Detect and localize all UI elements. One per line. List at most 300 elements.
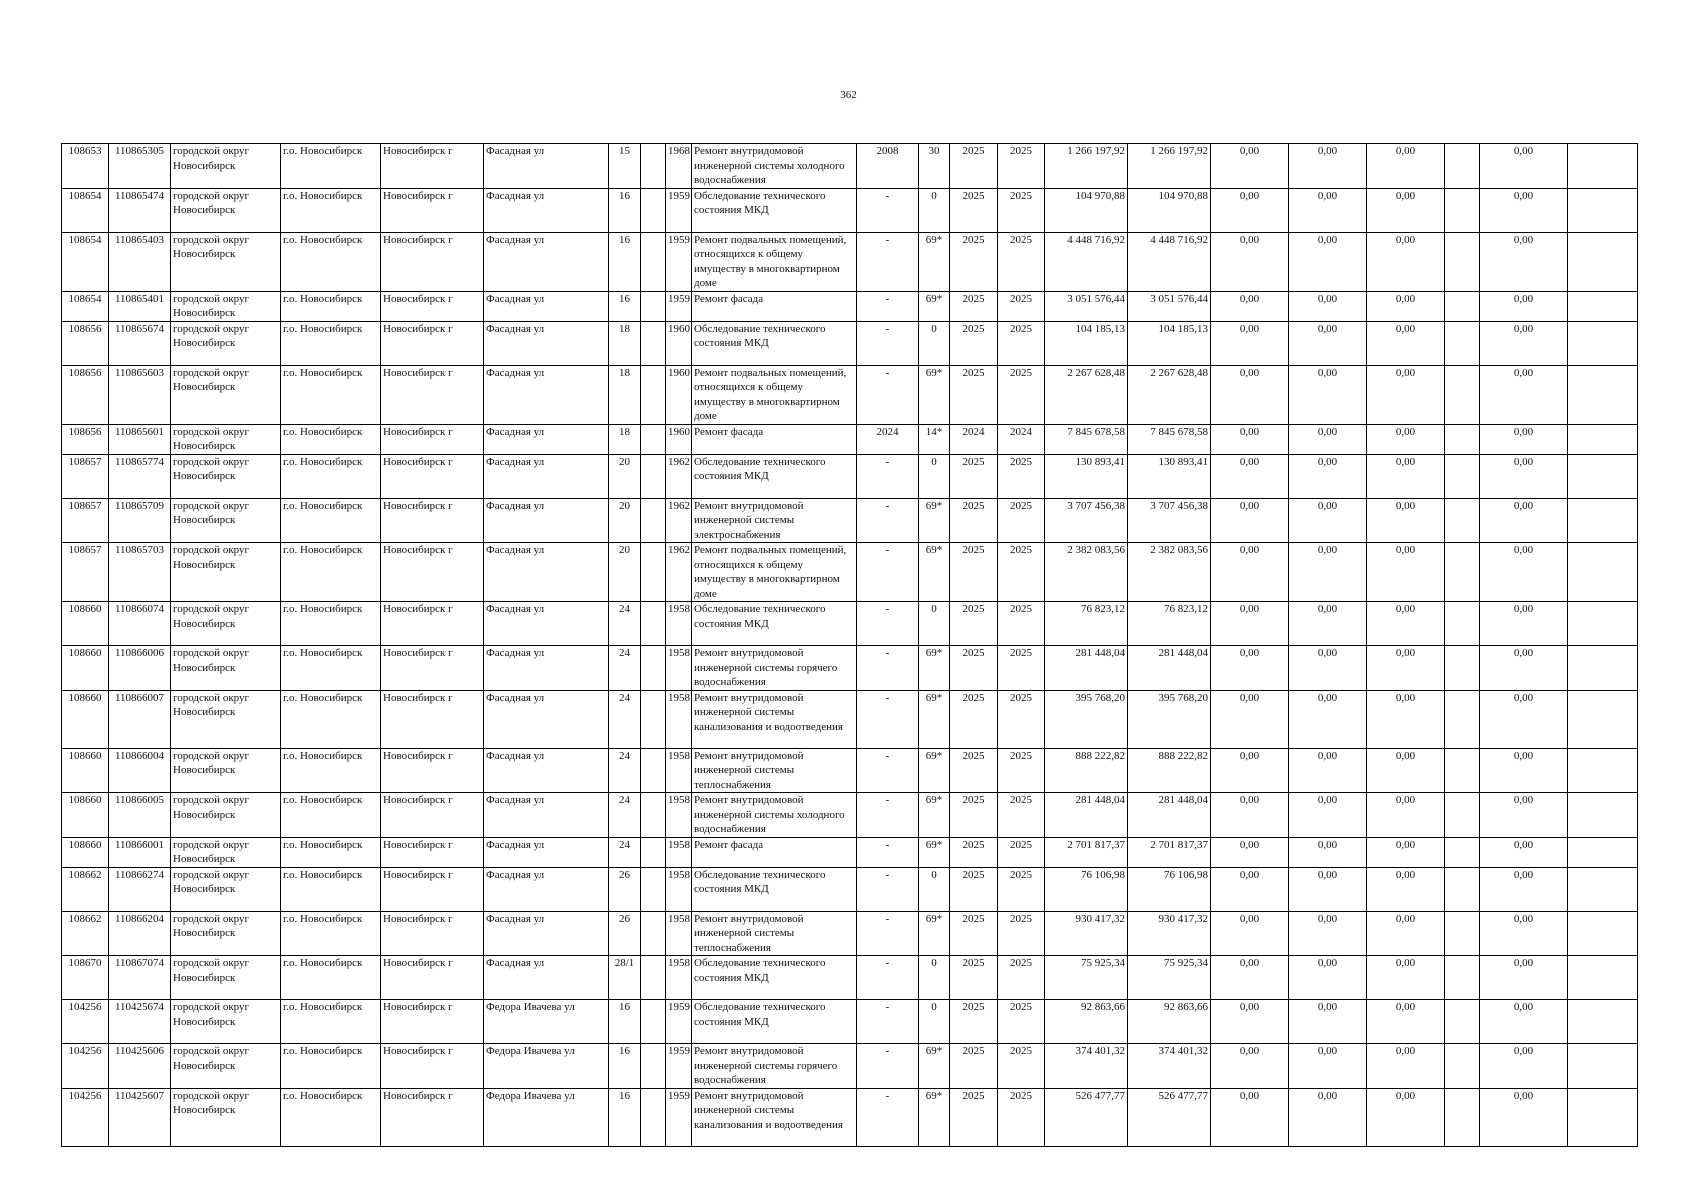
house-id-cell: 104256 xyxy=(62,1044,109,1089)
amount-5-cell: 0,00 xyxy=(1480,1000,1568,1044)
district-cell: г.о. Новосибирск xyxy=(281,646,381,691)
plan-year-start-cell: 2025 xyxy=(950,748,998,793)
plan-year-start-cell: 2025 xyxy=(950,498,998,543)
cost-total-cell: 76 823,12 xyxy=(1045,602,1128,646)
district-cell: г.о. Новосибирск xyxy=(281,956,381,1000)
wear-percent-cell: 69* xyxy=(919,646,950,691)
building-cell xyxy=(641,321,666,365)
amount-3-cell: 0,00 xyxy=(1367,867,1445,911)
street-cell: Фасадная ул xyxy=(484,867,609,911)
amount-5-cell: 0,00 xyxy=(1480,748,1568,793)
work-type-cell: Обследование технического состояния МКД xyxy=(692,454,857,498)
plan-year-end-cell: 2025 xyxy=(998,1000,1045,1044)
amount-3-cell: 0,00 xyxy=(1367,498,1445,543)
locality-cell: Новосибирск г xyxy=(381,232,484,291)
district-cell: г.о. Новосибирск xyxy=(281,498,381,543)
last-repair-year-cell: - xyxy=(857,911,919,956)
last-repair-year-cell: - xyxy=(857,867,919,911)
amount-3-cell: 0,00 xyxy=(1367,1044,1445,1089)
street-cell: Фасадная ул xyxy=(484,321,609,365)
house-id-cell: 104256 xyxy=(62,1088,109,1146)
street-cell: Фасадная ул xyxy=(484,837,609,867)
amount-1-cell: 0,00 xyxy=(1211,646,1289,691)
street-cell: Фасадная ул xyxy=(484,144,609,189)
amount-1-cell: 0,00 xyxy=(1211,911,1289,956)
amount-4-cell xyxy=(1445,748,1480,793)
wear-percent-cell: 69* xyxy=(919,690,950,748)
plan-year-start-cell: 2025 xyxy=(950,793,998,838)
building-cell xyxy=(641,690,666,748)
municipality-cell: городской округ Новосибирск xyxy=(171,911,281,956)
last-repair-year-cell: - xyxy=(857,291,919,321)
record-code-cell: 110866074 xyxy=(109,602,171,646)
amount-6-cell xyxy=(1568,956,1638,1000)
work-type-cell: Обследование технического состояния МКД xyxy=(692,956,857,1000)
plan-year-start-cell: 2025 xyxy=(950,1088,998,1146)
plan-year-end-cell: 2025 xyxy=(998,498,1045,543)
cost-fund-cell: 2 267 628,48 xyxy=(1128,365,1211,424)
work-type-cell: Обследование технического состояния МКД xyxy=(692,321,857,365)
amount-5-cell: 0,00 xyxy=(1480,188,1568,232)
building-cell xyxy=(641,646,666,691)
amount-1-cell: 0,00 xyxy=(1211,321,1289,365)
record-code-cell: 110865601 xyxy=(109,424,171,454)
amount-2-cell: 0,00 xyxy=(1289,365,1367,424)
amount-3-cell: 0,00 xyxy=(1367,321,1445,365)
building-cell xyxy=(641,144,666,189)
cost-total-cell: 1 266 197,92 xyxy=(1045,144,1128,189)
page-number: 362 xyxy=(840,89,857,101)
municipality-cell: городской округ Новосибирск xyxy=(171,498,281,543)
house-number-cell: 18 xyxy=(609,321,641,365)
amount-6-cell xyxy=(1568,144,1638,189)
plan-year-end-cell: 2025 xyxy=(998,454,1045,498)
district-cell: г.о. Новосибирск xyxy=(281,748,381,793)
work-type-cell: Обследование технического состояния МКД xyxy=(692,867,857,911)
municipality-cell: городской округ Новосибирск xyxy=(171,956,281,1000)
plan-year-end-cell: 2025 xyxy=(998,956,1045,1000)
record-code-cell: 110866001 xyxy=(109,837,171,867)
cost-total-cell: 7 845 678,58 xyxy=(1045,424,1128,454)
municipality-cell: городской округ Новосибирск xyxy=(171,321,281,365)
building-cell xyxy=(641,1000,666,1044)
cost-fund-cell: 3 707 456,38 xyxy=(1128,498,1211,543)
amount-1-cell: 0,00 xyxy=(1211,1088,1289,1146)
amount-1-cell: 0,00 xyxy=(1211,867,1289,911)
house-id-cell: 108654 xyxy=(62,188,109,232)
amount-3-cell: 0,00 xyxy=(1367,1088,1445,1146)
house-number-cell: 26 xyxy=(609,911,641,956)
building-cell xyxy=(641,543,666,602)
commissioning-year-cell: 1962 xyxy=(666,498,692,543)
wear-percent-cell: 69* xyxy=(919,498,950,543)
amount-2-cell: 0,00 xyxy=(1289,424,1367,454)
cost-total-cell: 75 925,34 xyxy=(1045,956,1128,1000)
amount-1-cell: 0,00 xyxy=(1211,602,1289,646)
amount-2-cell: 0,00 xyxy=(1289,646,1367,691)
locality-cell: Новосибирск г xyxy=(381,424,484,454)
municipality-cell: городской округ Новосибирск xyxy=(171,837,281,867)
municipality-cell: городской округ Новосибирск xyxy=(171,867,281,911)
district-cell: г.о. Новосибирск xyxy=(281,1088,381,1146)
cost-fund-cell: 92 863,66 xyxy=(1128,1000,1211,1044)
amount-3-cell: 0,00 xyxy=(1367,188,1445,232)
cost-total-cell: 374 401,32 xyxy=(1045,1044,1128,1089)
amount-6-cell xyxy=(1568,188,1638,232)
building-cell xyxy=(641,793,666,838)
work-type-cell: Ремонт подвальных помещений, относящихся к общему имуществу в многоквартирном доме xyxy=(692,365,857,424)
street-cell: Фасадная ул xyxy=(484,690,609,748)
amount-6-cell xyxy=(1568,232,1638,291)
commissioning-year-cell: 1958 xyxy=(666,867,692,911)
amount-5-cell: 0,00 xyxy=(1480,911,1568,956)
wear-percent-cell: 69* xyxy=(919,837,950,867)
amount-1-cell: 0,00 xyxy=(1211,454,1289,498)
plan-year-start-cell: 2025 xyxy=(950,911,998,956)
amount-6-cell xyxy=(1568,602,1638,646)
cost-fund-cell: 104 970,88 xyxy=(1128,188,1211,232)
amount-2-cell: 0,00 xyxy=(1289,543,1367,602)
plan-year-end-cell: 2025 xyxy=(998,690,1045,748)
amount-5-cell: 0,00 xyxy=(1480,321,1568,365)
street-cell: Федора Ивачева ул xyxy=(484,1044,609,1089)
amount-6-cell xyxy=(1568,1088,1638,1146)
cost-total-cell: 3 051 576,44 xyxy=(1045,291,1128,321)
wear-percent-cell: 69* xyxy=(919,232,950,291)
amount-2-cell: 0,00 xyxy=(1289,748,1367,793)
wear-percent-cell: 69* xyxy=(919,365,950,424)
table-row xyxy=(62,793,1638,838)
plan-year-start-cell: 2025 xyxy=(950,291,998,321)
amount-6-cell xyxy=(1568,748,1638,793)
last-repair-year-cell: - xyxy=(857,690,919,748)
amount-4-cell xyxy=(1445,837,1480,867)
amount-3-cell: 0,00 xyxy=(1367,956,1445,1000)
plan-year-start-cell: 2025 xyxy=(950,646,998,691)
wear-percent-cell: 0 xyxy=(919,321,950,365)
work-type-cell: Ремонт внутридомовой инженерной системы теплоснабжения xyxy=(692,748,857,793)
district-cell: г.о. Новосибирск xyxy=(281,321,381,365)
amount-3-cell: 0,00 xyxy=(1367,646,1445,691)
table-row xyxy=(62,956,1638,1000)
building-cell xyxy=(641,454,666,498)
locality-cell: Новосибирск г xyxy=(381,956,484,1000)
amount-6-cell xyxy=(1568,498,1638,543)
amount-3-cell: 0,00 xyxy=(1367,543,1445,602)
table-row xyxy=(62,321,1638,365)
street-cell: Фасадная ул xyxy=(484,748,609,793)
cost-fund-cell: 930 417,32 xyxy=(1128,911,1211,956)
amount-5-cell: 0,00 xyxy=(1480,365,1568,424)
plan-year-end-cell: 2025 xyxy=(998,1088,1045,1146)
record-code-cell: 110866007 xyxy=(109,690,171,748)
house-id-cell: 108657 xyxy=(62,454,109,498)
amount-6-cell xyxy=(1568,1044,1638,1089)
last-repair-year-cell: - xyxy=(857,543,919,602)
house-number-cell: 24 xyxy=(609,646,641,691)
amount-4-cell xyxy=(1445,365,1480,424)
last-repair-year-cell: - xyxy=(857,365,919,424)
record-code-cell: 110865703 xyxy=(109,543,171,602)
cost-fund-cell: 76 106,98 xyxy=(1128,867,1211,911)
amount-2-cell: 0,00 xyxy=(1289,144,1367,189)
commissioning-year-cell: 1958 xyxy=(666,911,692,956)
commissioning-year-cell: 1960 xyxy=(666,424,692,454)
amount-1-cell: 0,00 xyxy=(1211,424,1289,454)
building-cell xyxy=(641,365,666,424)
last-repair-year-cell: 2008 xyxy=(857,144,919,189)
amount-6-cell xyxy=(1568,837,1638,867)
wear-percent-cell: 0 xyxy=(919,188,950,232)
wear-percent-cell: 69* xyxy=(919,793,950,838)
house-number-cell: 20 xyxy=(609,543,641,602)
amount-2-cell: 0,00 xyxy=(1289,867,1367,911)
wear-percent-cell: 69* xyxy=(919,1044,950,1089)
plan-year-end-cell: 2025 xyxy=(998,1044,1045,1089)
plan-year-end-cell: 2025 xyxy=(998,365,1045,424)
cost-fund-cell: 374 401,32 xyxy=(1128,1044,1211,1089)
amount-2-cell: 0,00 xyxy=(1289,793,1367,838)
plan-year-end-cell: 2025 xyxy=(998,144,1045,189)
district-cell: г.о. Новосибирск xyxy=(281,690,381,748)
plan-year-end-cell: 2025 xyxy=(998,543,1045,602)
amount-1-cell: 0,00 xyxy=(1211,837,1289,867)
wear-percent-cell: 69* xyxy=(919,748,950,793)
amount-2-cell: 0,00 xyxy=(1289,1088,1367,1146)
district-cell: г.о. Новосибирск xyxy=(281,291,381,321)
commissioning-year-cell: 1968 xyxy=(666,144,692,189)
amount-6-cell xyxy=(1568,867,1638,911)
building-cell xyxy=(641,1044,666,1089)
last-repair-year-cell: - xyxy=(857,454,919,498)
house-id-cell: 108660 xyxy=(62,748,109,793)
work-type-cell: Ремонт внутридомовой инженерной системы холодного водоснабжения xyxy=(692,793,857,838)
house-id-cell: 108662 xyxy=(62,911,109,956)
amount-3-cell: 0,00 xyxy=(1367,424,1445,454)
amount-3-cell: 0,00 xyxy=(1367,837,1445,867)
amount-1-cell: 0,00 xyxy=(1211,956,1289,1000)
locality-cell: Новосибирск г xyxy=(381,365,484,424)
amount-4-cell xyxy=(1445,1000,1480,1044)
table-row xyxy=(62,454,1638,498)
amount-5-cell: 0,00 xyxy=(1480,1088,1568,1146)
district-cell: г.о. Новосибирск xyxy=(281,911,381,956)
table-row xyxy=(62,837,1638,867)
municipality-cell: городской округ Новосибирск xyxy=(171,1044,281,1089)
wear-percent-cell: 0 xyxy=(919,867,950,911)
last-repair-year-cell: - xyxy=(857,646,919,691)
cost-total-cell: 130 893,41 xyxy=(1045,454,1128,498)
table-row xyxy=(62,543,1638,602)
repair-register-table xyxy=(61,143,1638,1147)
last-repair-year-cell: - xyxy=(857,793,919,838)
building-cell xyxy=(641,837,666,867)
locality-cell: Новосибирск г xyxy=(381,144,484,189)
house-id-cell: 108660 xyxy=(62,646,109,691)
street-cell: Федора Ивачева ул xyxy=(484,1088,609,1146)
last-repair-year-cell: - xyxy=(857,956,919,1000)
street-cell: Фасадная ул xyxy=(484,454,609,498)
record-code-cell: 110867074 xyxy=(109,956,171,1000)
amount-3-cell: 0,00 xyxy=(1367,454,1445,498)
building-cell xyxy=(641,232,666,291)
amount-1-cell: 0,00 xyxy=(1211,793,1289,838)
locality-cell: Новосибирск г xyxy=(381,837,484,867)
plan-year-start-cell: 2025 xyxy=(950,1044,998,1089)
plan-year-end-cell: 2025 xyxy=(998,188,1045,232)
street-cell: Фасадная ул xyxy=(484,365,609,424)
locality-cell: Новосибирск г xyxy=(381,543,484,602)
amount-5-cell: 0,00 xyxy=(1480,543,1568,602)
plan-year-start-cell: 2025 xyxy=(950,454,998,498)
plan-year-start-cell: 2025 xyxy=(950,543,998,602)
plan-year-end-cell: 2025 xyxy=(998,602,1045,646)
amount-3-cell: 0,00 xyxy=(1367,291,1445,321)
amount-5-cell: 0,00 xyxy=(1480,602,1568,646)
locality-cell: Новосибирск г xyxy=(381,602,484,646)
house-id-cell: 108660 xyxy=(62,602,109,646)
locality-cell: Новосибирск г xyxy=(381,291,484,321)
district-cell: г.о. Новосибирск xyxy=(281,232,381,291)
record-code-cell: 110865401 xyxy=(109,291,171,321)
wear-percent-cell: 0 xyxy=(919,956,950,1000)
house-id-cell: 108653 xyxy=(62,144,109,189)
amount-4-cell xyxy=(1445,911,1480,956)
district-cell: г.о. Новосибирск xyxy=(281,1044,381,1089)
house-number-cell: 16 xyxy=(609,232,641,291)
building-cell xyxy=(641,1088,666,1146)
house-id-cell: 108660 xyxy=(62,837,109,867)
amount-3-cell: 0,00 xyxy=(1367,232,1445,291)
commissioning-year-cell: 1959 xyxy=(666,1000,692,1044)
district-cell: г.о. Новосибирск xyxy=(281,188,381,232)
house-id-cell: 108662 xyxy=(62,867,109,911)
house-number-cell: 20 xyxy=(609,454,641,498)
amount-3-cell: 0,00 xyxy=(1367,793,1445,838)
plan-year-start-cell: 2025 xyxy=(950,1000,998,1044)
amount-2-cell: 0,00 xyxy=(1289,1000,1367,1044)
amount-5-cell: 0,00 xyxy=(1480,793,1568,838)
last-repair-year-cell: - xyxy=(857,232,919,291)
cost-total-cell: 2 701 817,37 xyxy=(1045,837,1128,867)
amount-3-cell: 0,00 xyxy=(1367,1000,1445,1044)
house-number-cell: 20 xyxy=(609,498,641,543)
plan-year-start-cell: 2025 xyxy=(950,188,998,232)
district-cell: г.о. Новосибирск xyxy=(281,424,381,454)
plan-year-end-cell: 2024 xyxy=(998,424,1045,454)
amount-2-cell: 0,00 xyxy=(1289,911,1367,956)
house-id-cell: 108660 xyxy=(62,690,109,748)
amount-3-cell: 0,00 xyxy=(1367,690,1445,748)
building-cell xyxy=(641,291,666,321)
cost-fund-cell: 2 701 817,37 xyxy=(1128,837,1211,867)
district-cell: г.о. Новосибирск xyxy=(281,837,381,867)
amount-4-cell xyxy=(1445,646,1480,691)
amount-4-cell xyxy=(1445,690,1480,748)
wear-percent-cell: 0 xyxy=(919,602,950,646)
record-code-cell: 110866006 xyxy=(109,646,171,691)
amount-6-cell xyxy=(1568,793,1638,838)
last-repair-year-cell: - xyxy=(857,1088,919,1146)
amount-3-cell: 0,00 xyxy=(1367,748,1445,793)
amount-1-cell: 0,00 xyxy=(1211,144,1289,189)
commissioning-year-cell: 1959 xyxy=(666,291,692,321)
amount-5-cell: 0,00 xyxy=(1480,232,1568,291)
street-cell: Фасадная ул xyxy=(484,543,609,602)
plan-year-end-cell: 2025 xyxy=(998,291,1045,321)
locality-cell: Новосибирск г xyxy=(381,188,484,232)
table-row xyxy=(62,1088,1638,1146)
amount-3-cell: 0,00 xyxy=(1367,602,1445,646)
cost-fund-cell: 4 448 716,92 xyxy=(1128,232,1211,291)
cost-fund-cell: 3 051 576,44 xyxy=(1128,291,1211,321)
amount-6-cell xyxy=(1568,911,1638,956)
amount-4-cell xyxy=(1445,424,1480,454)
amount-3-cell: 0,00 xyxy=(1367,365,1445,424)
work-type-cell: Ремонт внутридомовой инженерной системы канализования и водоотведения xyxy=(692,690,857,748)
house-number-cell: 24 xyxy=(609,837,641,867)
commissioning-year-cell: 1959 xyxy=(666,1088,692,1146)
house-number-cell: 16 xyxy=(609,1088,641,1146)
cost-fund-cell: 2 382 083,56 xyxy=(1128,543,1211,602)
municipality-cell: городской округ Новосибирск xyxy=(171,543,281,602)
district-cell: г.о. Новосибирск xyxy=(281,144,381,189)
amount-1-cell: 0,00 xyxy=(1211,1044,1289,1089)
last-repair-year-cell: - xyxy=(857,188,919,232)
commissioning-year-cell: 1958 xyxy=(666,690,692,748)
amount-2-cell: 0,00 xyxy=(1289,837,1367,867)
amount-5-cell: 0,00 xyxy=(1480,454,1568,498)
municipality-cell: городской округ Новосибирск xyxy=(171,1088,281,1146)
amount-6-cell xyxy=(1568,291,1638,321)
house-number-cell: 24 xyxy=(609,602,641,646)
street-cell: Фасадная ул xyxy=(484,793,609,838)
commissioning-year-cell: 1958 xyxy=(666,748,692,793)
municipality-cell: городской округ Новосибирск xyxy=(171,232,281,291)
amount-5-cell: 0,00 xyxy=(1480,867,1568,911)
last-repair-year-cell: - xyxy=(857,498,919,543)
amount-1-cell: 0,00 xyxy=(1211,690,1289,748)
amount-2-cell: 0,00 xyxy=(1289,321,1367,365)
commissioning-year-cell: 1958 xyxy=(666,646,692,691)
house-id-cell: 108654 xyxy=(62,291,109,321)
last-repair-year-cell: - xyxy=(857,1000,919,1044)
building-cell xyxy=(641,867,666,911)
municipality-cell: городской округ Новосибирск xyxy=(171,188,281,232)
amount-6-cell xyxy=(1568,1000,1638,1044)
house-id-cell: 108656 xyxy=(62,424,109,454)
amount-4-cell xyxy=(1445,291,1480,321)
amount-4-cell xyxy=(1445,232,1480,291)
work-type-cell: Ремонт внутридомовой инженерной системы горячего водоснабжения xyxy=(692,1044,857,1089)
amount-2-cell: 0,00 xyxy=(1289,1044,1367,1089)
record-code-cell: 110865674 xyxy=(109,321,171,365)
locality-cell: Новосибирск г xyxy=(381,321,484,365)
house-id-cell: 108660 xyxy=(62,793,109,838)
cost-total-cell: 395 768,20 xyxy=(1045,690,1128,748)
work-type-cell: Ремонт подвальных помещений, относящихся к общему имуществу в многоквартирном доме xyxy=(692,232,857,291)
last-repair-year-cell: - xyxy=(857,748,919,793)
municipality-cell: городской округ Новосибирск xyxy=(171,365,281,424)
amount-6-cell xyxy=(1568,365,1638,424)
amount-6-cell xyxy=(1568,690,1638,748)
house-id-cell: 108656 xyxy=(62,365,109,424)
cost-total-cell: 281 448,04 xyxy=(1045,646,1128,691)
amount-5-cell: 0,00 xyxy=(1480,291,1568,321)
cost-total-cell: 4 448 716,92 xyxy=(1045,232,1128,291)
municipality-cell: городской округ Новосибирск xyxy=(171,793,281,838)
cost-fund-cell: 76 823,12 xyxy=(1128,602,1211,646)
